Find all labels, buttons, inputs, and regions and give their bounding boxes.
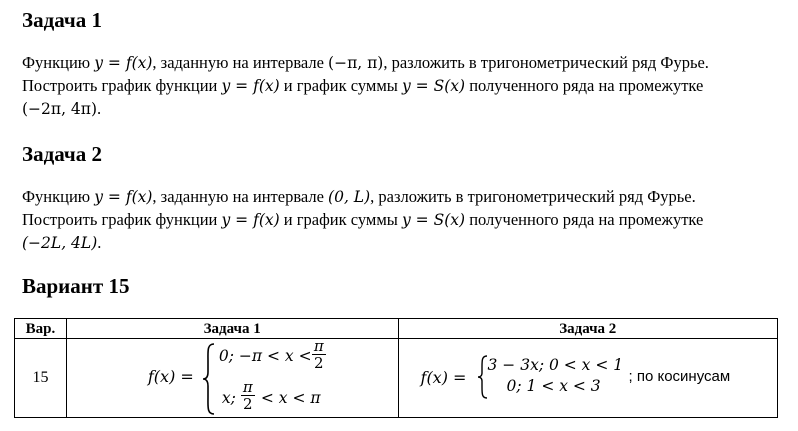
case-2: 0; 1 < x < 3 [506,377,601,395]
case-2-condition: < x < π [260,389,321,407]
table-header-row [15,319,778,339]
math-y-eq-sx: y = S(x) [402,211,466,229]
left-brace [477,355,488,399]
cell-var: 15 [15,339,67,418]
task1-line-3 [22,97,792,120]
math-interval: (−π, π) [328,54,384,72]
math-y-eq-fx: y = f(x) [221,77,280,95]
math-y-eq-fx: y = f(x) [94,54,153,72]
task1-line-2 [22,74,792,97]
text-run: . [97,233,102,252]
cell-task2 [398,339,777,418]
text-run: полученного ряда на промежутке [465,210,704,229]
text-run: , заданную на интервале [152,187,329,206]
text-run: Построить график функции [22,210,222,229]
math-y-eq-sx: y = S(x) [402,77,466,95]
task1-line-1 [22,51,792,74]
fraction-pi-over-2 [312,338,326,371]
math-interval: (−2π, 4π) [22,100,98,118]
text-run: , заданную на интервале [152,53,329,72]
variant-table [14,318,778,418]
table-row [15,339,778,418]
header-task2: Задача 2 [398,319,777,339]
cell-task1 [66,339,398,418]
task1-text [22,51,792,120]
task2-line-1 [22,185,792,208]
formula-lhs: f(x) = [420,368,467,387]
math-interval: (0, L) [328,188,371,206]
case-1: 0; −π < x < [218,347,312,365]
left-brace [202,343,216,415]
text-run: и график суммы [279,210,402,229]
text-run: , разложить в тригонометрический ряд Фурье. [383,53,709,72]
text-run: Функцию [22,187,95,206]
fraction-numerator: π [313,337,324,355]
text-run: полученного ряда на промежутке [465,76,704,95]
fraction-denominator: 2 [243,395,253,413]
header-task1: Задача 1 [66,319,398,339]
task2-text [22,185,792,254]
fraction-numerator: π [242,378,253,396]
fraction-pi-over-2 [241,379,255,412]
task2-line-3 [22,231,792,254]
task1-formula [67,339,398,417]
case-1: 3 − 3x; 0 < x < 1 [487,356,624,374]
formula-lhs: f(x) = [147,367,194,386]
task2-formula [399,339,777,417]
math-y-eq-fx: y = f(x) [221,211,280,229]
case-2-label: x; [221,389,236,407]
task2-heading: Задача 2 [22,142,102,166]
text-run: Построить график функции [22,76,222,95]
text-run: , разложить в тригонометрический ряд Фурье. [370,187,696,206]
text-run: и график суммы [279,76,402,95]
text-run: Функцию [22,53,95,72]
cosine-note: ; по косинусам [628,368,731,385]
variant-heading: Вариант 15 [22,274,130,298]
math-interval: (−2L, 4L) [22,234,98,252]
fraction-denominator: 2 [314,354,324,372]
header-var: Вар. [15,319,67,339]
text-run: . [97,99,102,118]
task2-line-2 [22,208,792,231]
task1-heading: Задача 1 [22,8,102,32]
math-y-eq-fx: y = f(x) [94,188,153,206]
